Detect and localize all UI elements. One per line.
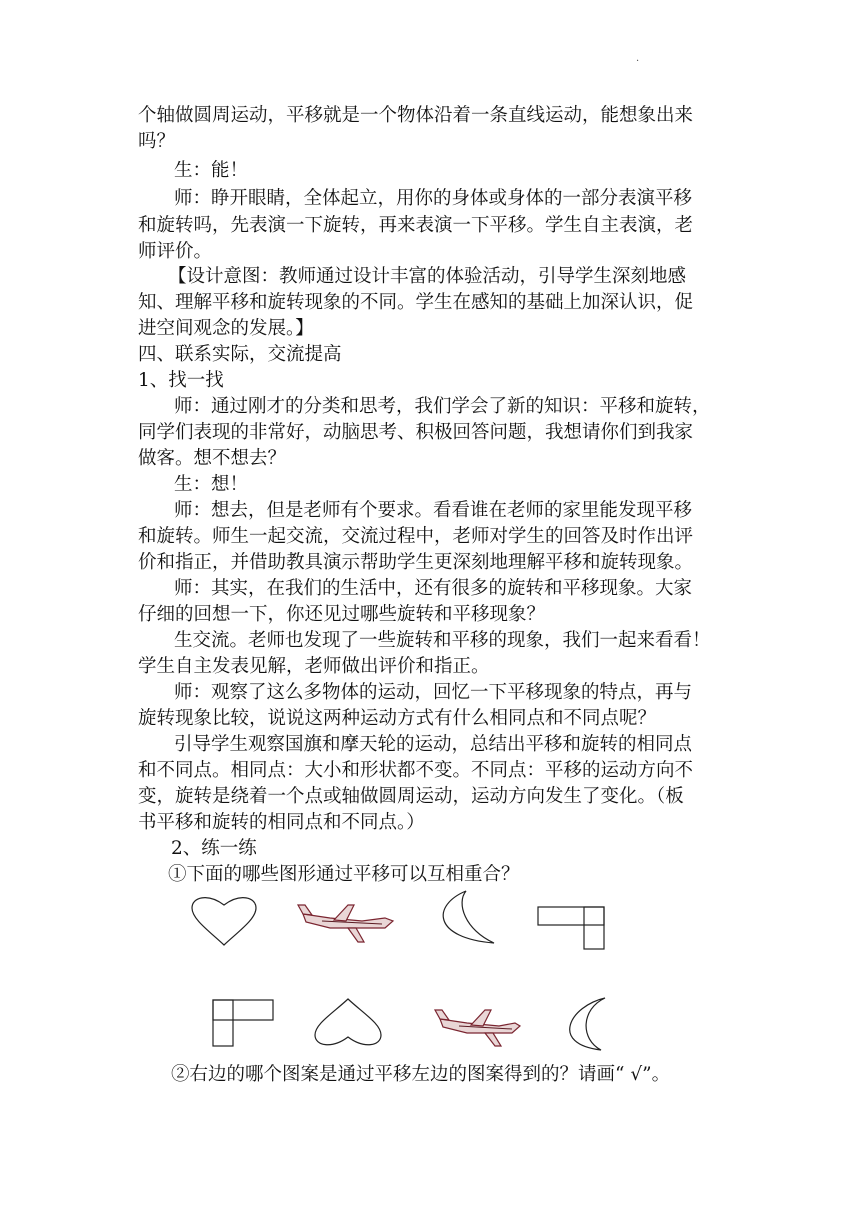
text-line: 师：其实，在我们的生活中，还有很多的旋转和平移现象。大家	[174, 578, 693, 599]
l-shape-frame	[213, 1000, 273, 1046]
text-line: 吗？	[138, 131, 176, 152]
crescent-moon-shape	[443, 891, 494, 943]
text-line: 和旋转吗，先表演一下旋转，再来表演一下平移。学生自主表演，老	[138, 215, 694, 236]
text-line: 仔细的回想一下，你还见过哪些旋转和平移现象？	[138, 604, 546, 625]
text-line: 师：观察了这么多物体的运动，回忆一下平移现象的特点，再与	[174, 682, 693, 703]
header-mark: ·	[636, 56, 640, 67]
crescent-moon-shape	[570, 998, 605, 1050]
text-line: 旋转现象比较，说说这两种运动方式有什么相同点和不同点呢？	[138, 708, 657, 729]
text-line: 师：睁开眼睛，全体起立，用你的身体或身体的一部分表演平移	[174, 188, 693, 209]
heart-shape	[192, 898, 256, 945]
text-line: 师：想去，但是老师有个要求。看看谁在老师的家里能发现平移	[174, 500, 693, 521]
text-line: 做客。想不想去？	[138, 448, 287, 469]
text-line: 生：能！	[174, 160, 249, 181]
airplane-picture	[298, 905, 393, 942]
text-line: 师评价。	[138, 241, 213, 262]
text-line: 生：想！	[174, 474, 249, 495]
text-line: 生交流。老师也发现了一些旋转和平移的现象，我们一起来看看！	[174, 630, 711, 651]
l-shape-frame	[538, 907, 604, 949]
text-line: 和不同点。相同点：大小和形状都不变。不同点：平移的运动方向不	[138, 760, 694, 781]
text-line: 师：通过刚才的分类和思考，我们学会了新的知识：平移和旋转，	[174, 396, 711, 417]
text-line: 学生自主发表见解，老师做出评价和指正。	[138, 656, 490, 677]
text-line: 价和指正，并借助教具演示帮助学生更深刻地理解平移和旋转现象。	[138, 552, 694, 573]
exercise-question-2: ②右边的哪个图案是通过平移左边的图案得到的？请画“ √”。	[171, 1064, 671, 1085]
text-line: 变，旋转是绕着一个点或轴做圆周运动，运动方向发生了变化。（板	[138, 786, 684, 807]
text-line: 和旋转。师生一起交流，交流过程中，老师对学生的回答及时作出评	[138, 526, 694, 547]
heart-shape	[315, 999, 381, 1045]
text-line: 同学们表现的非常好，动脑思考、积极回答问题，我想请你们到我家	[138, 422, 694, 443]
text-line: 书平移和旋转的相同点和不同点。）	[138, 812, 425, 833]
text-line: 知、理解平移和旋转现象的不同。学生在感知的基础上加深认识，促	[138, 292, 694, 313]
sub-heading: 1、找一找	[138, 370, 224, 391]
text-line: 引导学生观察国旗和摩天轮的运动，总结出平移和旋转的相同点	[174, 734, 693, 755]
sub-heading: 2、练一练	[171, 838, 257, 859]
airplane-picture	[435, 1010, 520, 1046]
design-intent-line: 【设计意图：教师通过设计丰富的体验活动，引导学生深刻地感	[168, 266, 687, 287]
text-line: 进空间观念的发展。】	[138, 318, 314, 339]
text-line: 个轴做圆周运动，平移就是一个物体沿着一条直线运动，能想象出来	[138, 105, 694, 126]
section-heading: 四、联系实际，交流提高	[138, 344, 342, 365]
exercise-question-1: ①下面的哪些图形通过平移可以互相重合？	[168, 864, 520, 885]
